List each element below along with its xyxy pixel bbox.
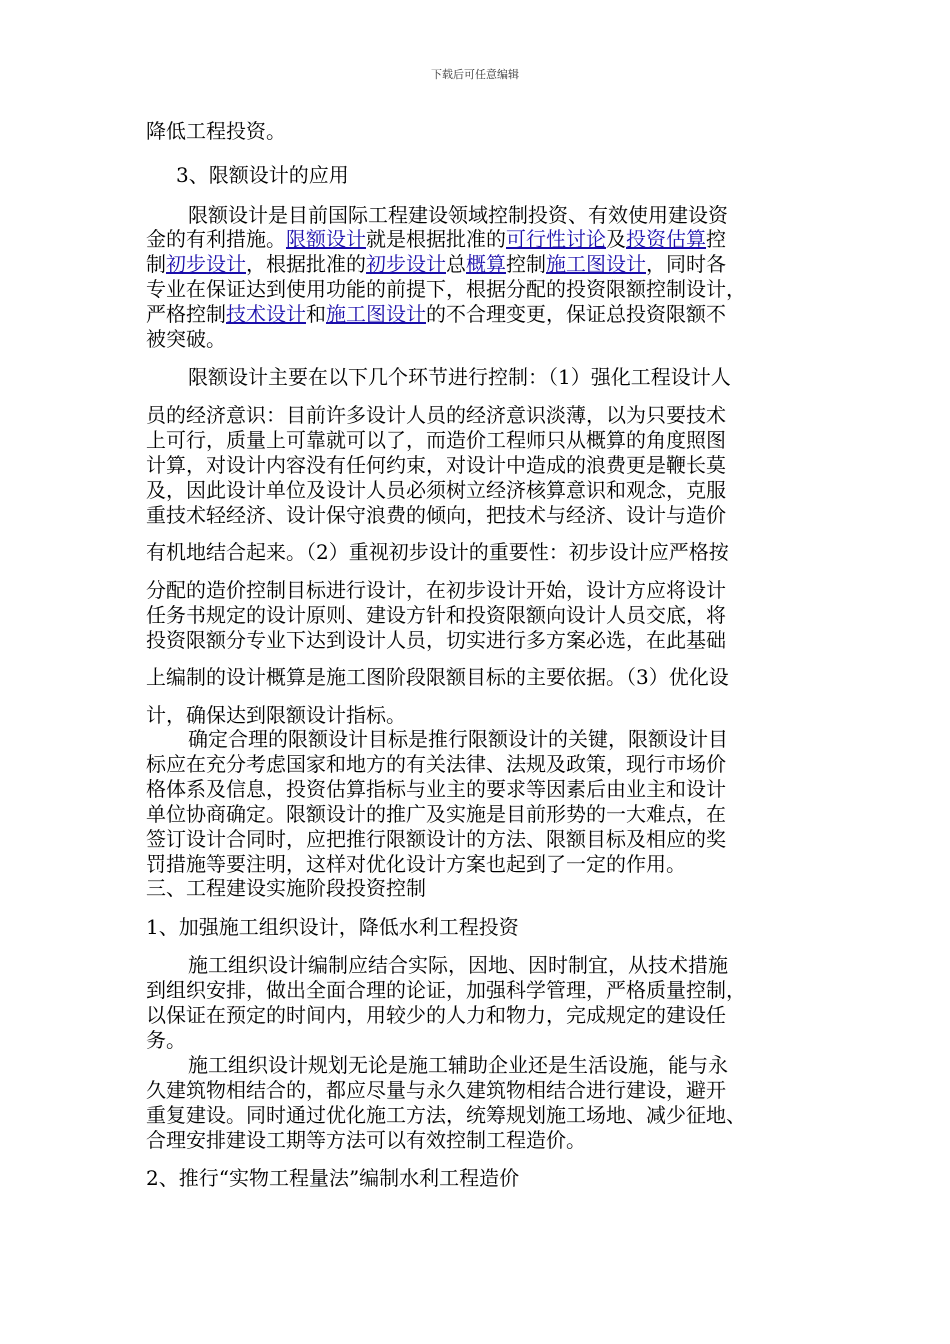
text-segment: 分配的造价控制目标进行设计，在初步设计开始，设计方应将设计 — [146, 578, 726, 602]
text-segment: 单位协商确定。限额设计的推广及实施是目前形势的一大难点，在 — [146, 802, 726, 826]
text-segment: 总 — [446, 252, 466, 276]
text-segment: 严格控制 — [146, 302, 226, 326]
text-segment: 就是根据批准的 — [366, 227, 506, 251]
text-segment: 务。 — [146, 1028, 186, 1052]
text-segment: 被突破。 — [146, 327, 226, 351]
text-line — [146, 301, 726, 327]
text-segment: 重复建设。同时通过优化施工方法，统筹规划施工场地、减少征地、 — [146, 1103, 746, 1127]
inline-link[interactable]: 概算 — [466, 252, 506, 276]
inline-link[interactable]: 投资估算 — [626, 227, 706, 251]
text-segment: 久建筑物相结合的，都应尽量与永久建筑物相结合进行建设，避开 — [146, 1078, 726, 1102]
text-segment: 控 — [706, 227, 726, 251]
inline-link[interactable]: 施工图设计 — [546, 252, 646, 276]
text-segment: ，根据批准的 — [246, 252, 366, 276]
text-line — [146, 452, 726, 478]
text-segment: 金的有利措施。 — [146, 227, 286, 251]
text-line — [146, 875, 426, 901]
text-line — [146, 702, 406, 728]
text-line — [146, 251, 726, 277]
text-segment: 标应在充分考虑国家和地方的有关法律、法规及政策，现行市场价 — [146, 752, 726, 776]
text-segment: 降低工程投资。 — [146, 119, 286, 143]
text-segment: 上可行，质量上可靠就可以了，而造价工程师只从概算的角度照图 — [146, 428, 726, 452]
text-line — [146, 1127, 586, 1153]
text-line — [146, 502, 726, 528]
text-segment: 限额设计主要在以下几个环节进行控制：（1）强化工程设计人 — [188, 365, 731, 389]
text-line — [146, 664, 729, 690]
text-segment: ，同时各 — [646, 252, 726, 276]
inline-link[interactable]: 限额设计 — [286, 227, 366, 251]
text-line — [146, 851, 686, 877]
text-line — [146, 602, 726, 628]
text-segment: 制 — [146, 252, 166, 276]
text-line — [146, 477, 726, 503]
text-segment: 合理安排建设工期等方法可以有效控制工程造价。 — [146, 1128, 586, 1152]
text-line — [146, 118, 286, 144]
page-header: 下载后可任意编辑 — [431, 68, 519, 81]
text-segment: 计算，对设计内容没有任何约束，对设计中造成的浪费更是鞭长莫 — [146, 453, 726, 477]
text-segment: 1、加强施工组织设计，降低水利工程投资 — [146, 915, 519, 939]
text-segment: 的不合理变更，保证总投资限额不 — [426, 302, 726, 326]
text-line — [146, 914, 519, 940]
inline-link[interactable]: 施工图设计 — [326, 302, 426, 326]
text-segment: 施工组织设计编制应结合实际，因地、因时制宜，从技术措施 — [188, 953, 728, 977]
text-segment: 及 — [606, 227, 626, 251]
text-segment: 员的经济意识：目前许多设计人员的经济意识淡薄，以为只要技术 — [146, 403, 726, 427]
text-segment: 确定合理的限额设计目标是推行限额设计的关键，限额设计目 — [188, 727, 728, 751]
text-line — [146, 539, 729, 565]
text-line — [146, 577, 726, 603]
inline-link[interactable]: 技术设计 — [226, 302, 306, 326]
text-segment: 及，因此设计单位及设计人员必须树立经济核算意识和观念，克服 — [146, 478, 726, 502]
text-segment: 有机地结合起来。（2）重视初步设计的重要性：初步设计应严格按 — [146, 540, 729, 564]
text-line — [146, 751, 726, 777]
text-line — [146, 276, 746, 302]
text-segment: 限额设计是目前国际工程建设领域控制投资、有效使用建设资 — [188, 203, 728, 227]
text-segment: 计，确保达到限额设计指标。 — [146, 703, 406, 727]
text-line — [146, 1165, 519, 1191]
text-segment: 上编制的设计概算是施工图阶段限额目标的主要依据。（3）优化设 — [146, 665, 729, 689]
text-line — [146, 1027, 186, 1053]
text-segment: 和 — [306, 302, 326, 326]
text-segment: 投资限额分专业下达到设计人员，切实进行多方案必选，在此基础 — [146, 628, 726, 652]
text-line — [146, 801, 726, 827]
text-line — [188, 202, 728, 228]
text-segment: 重技术轻经济、设计保守浪费的倾向，把技术与经济、设计与造价 — [146, 503, 726, 527]
text-line — [146, 627, 726, 653]
inline-link[interactable]: 可行性讨论 — [506, 227, 606, 251]
text-segment: 以保证在预定的时间内，用较少的人力和物力，完成规定的建设任 — [146, 1003, 726, 1027]
text-segment: 3、限额设计的应用 — [176, 163, 349, 187]
text-segment: 罚措施等要注明，这样对优化设计方案也起到了一定的作用。 — [146, 852, 686, 876]
text-line — [146, 977, 746, 1003]
text-line — [188, 364, 731, 390]
text-line — [188, 1052, 728, 1078]
text-segment: 到组织安排，做出全面合理的论证，加强科学管理，严格质量控制， — [146, 978, 746, 1002]
text-line — [146, 776, 726, 802]
text-line — [146, 326, 226, 352]
text-segment: 2、推行“实物工程量法”编制水利工程造价 — [146, 1166, 520, 1190]
text-line — [146, 1077, 726, 1103]
text-segment: 签订设计合同时，应把推行限额设计的方法、限额目标及相应的奖 — [146, 827, 726, 851]
text-line — [146, 226, 726, 252]
inline-link[interactable]: 初步设计 — [366, 252, 446, 276]
text-line — [176, 162, 349, 188]
text-line — [146, 826, 726, 852]
text-line — [146, 1102, 746, 1128]
inline-link[interactable]: 初步设计 — [166, 252, 246, 276]
text-line — [146, 427, 726, 453]
text-line — [146, 1002, 726, 1028]
text-segment: 施工组织设计规划无论是施工辅助企业还是生活设施，能与永 — [188, 1053, 728, 1077]
text-line — [188, 726, 728, 752]
text-segment: 三、工程建设实施阶段投资控制 — [146, 876, 426, 900]
text-segment: 专业在保证达到使用功能的前提下，根据分配的投资限额控制设计， — [146, 277, 746, 301]
text-line — [188, 952, 728, 978]
text-line — [146, 402, 726, 428]
text-segment: 格体系及信息，投资估算指标与业主的要求等因素后由业主和设计 — [146, 777, 726, 801]
text-segment: 任务书规定的设计原则、建设方针和投资限额向设计人员交底，将 — [146, 603, 726, 627]
text-segment: 控制 — [506, 252, 546, 276]
